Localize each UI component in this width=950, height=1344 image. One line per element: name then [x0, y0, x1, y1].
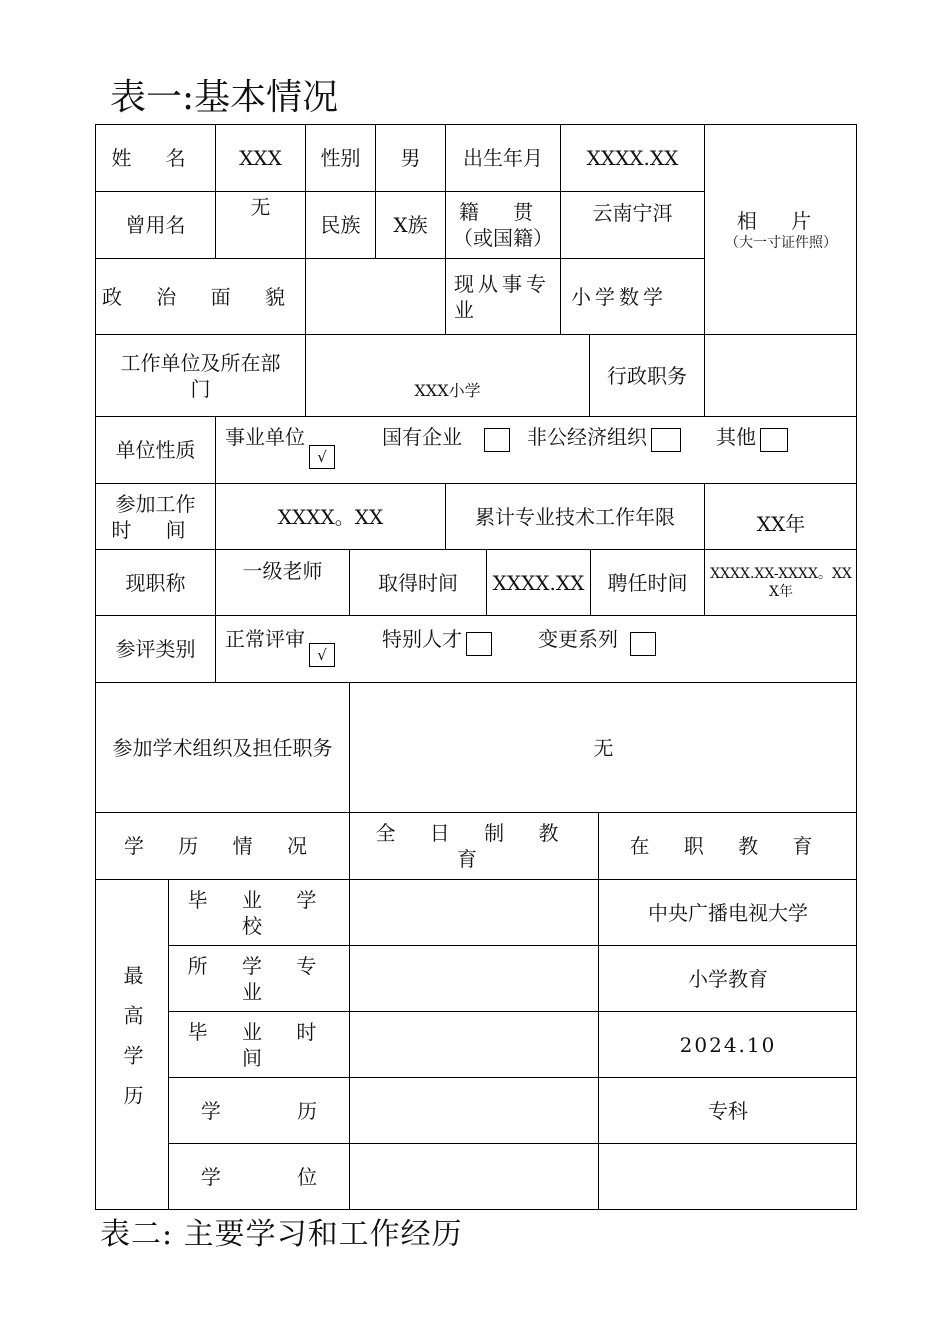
origin-label-1: 籍 贯	[458, 200, 548, 224]
title-value: 一级老师	[215, 549, 349, 615]
edu-row-fulltime	[349, 879, 598, 945]
checkbox[interactable]: √	[309, 643, 335, 667]
birth-label: 出生年月	[445, 124, 560, 191]
join-work-value: XXXX。XX	[215, 483, 445, 549]
obtain-value: XXXX.XX	[486, 549, 590, 615]
eval-option-special[interactable]	[382, 626, 492, 656]
unit-type-label: 单位性质	[95, 416, 215, 483]
table2-title: 表二: 主要学习和工作经历	[100, 1217, 463, 1252]
unit-option-label: 其他	[716, 425, 756, 449]
edu-row-label: 学 历	[168, 1077, 349, 1143]
eval-option-label: 正常评审	[225, 627, 305, 651]
edu-row-fulltime	[349, 1143, 598, 1210]
hire-label: 聘任时间	[590, 549, 704, 615]
checkbox[interactable]	[630, 632, 656, 656]
hire-value-1: XXXX.XX-XXXX。XX	[710, 565, 852, 582]
edu-row-label: 毕 业 时 间	[168, 1011, 349, 1077]
eval-label: 参评类别	[95, 615, 215, 682]
eval-option-normal[interactable]	[225, 626, 335, 667]
birth-value: XXXX.XX	[560, 124, 704, 191]
photo-cell	[704, 124, 857, 334]
ethnic-value: X族	[375, 191, 445, 258]
eval-option-change-series[interactable]	[538, 626, 656, 656]
edu-row-inservice	[598, 1143, 857, 1210]
edu-row-label: 所 学 专 业	[168, 945, 349, 1011]
unit-option-label: 国有企业	[382, 425, 462, 449]
title-label: 现职称	[95, 549, 215, 615]
political-value	[305, 258, 445, 334]
origin-value: 云南宁洱	[560, 191, 704, 258]
unit-option-other[interactable]	[716, 424, 788, 452]
edu-row-inservice: 小学教育	[598, 945, 857, 1011]
years-value: XX年	[704, 483, 857, 549]
former-name-label: 曾用名	[95, 191, 215, 258]
fulltime-header: 全 日 制 教 育	[349, 812, 598, 879]
origin-label-cell	[445, 191, 560, 258]
gender-value: 男	[375, 124, 445, 191]
hire-value-cell	[704, 549, 857, 615]
edu-row-label: 学 位	[168, 1143, 349, 1210]
edu-row-fulltime	[349, 945, 598, 1011]
table1-title: 表一:基本情况	[110, 77, 339, 118]
admin-label: 行政职务	[589, 334, 704, 416]
edu-row-fulltime	[349, 1077, 598, 1143]
join-work-label-1: 参加工作	[115, 491, 196, 516]
unit-option-label: 事业单位	[225, 425, 305, 449]
edu-row-fulltime	[349, 1011, 598, 1077]
edu-row-inservice: 2024.10	[598, 1011, 857, 1077]
unit-option-non-public[interactable]	[527, 424, 681, 452]
checkbox[interactable]	[484, 428, 510, 452]
name-label: 姓 名	[95, 124, 215, 191]
workplace-value: XXX小学	[305, 334, 589, 416]
unit-option-public-institution[interactable]	[225, 424, 335, 469]
origin-label-2: （或国籍）	[453, 226, 553, 250]
eval-option-label: 变更系列	[538, 627, 618, 651]
academic-value: 无	[349, 682, 857, 812]
education-header: 学 历 情 况	[95, 812, 349, 879]
hire-value-2: X年	[769, 583, 793, 600]
major-value: 小学数学	[560, 258, 704, 334]
checkbox[interactable]	[651, 428, 681, 452]
name-value: XXX	[215, 124, 305, 191]
join-work-label-2: 时 间	[111, 517, 200, 542]
ethnic-label: 民族	[305, 191, 375, 258]
unit-option-state-enterprise[interactable]	[382, 424, 510, 452]
photo-label: 相 片	[736, 208, 826, 233]
admin-value	[704, 334, 857, 416]
academic-label: 参加学术组织及担任职务	[95, 682, 349, 812]
major-label: 现从事专业	[445, 258, 560, 334]
highest-degree-label: 最高学历	[95, 879, 168, 1210]
eval-option-label: 特别人才	[382, 627, 462, 651]
gender-label: 性别	[305, 124, 375, 191]
former-name-value: 无	[215, 191, 305, 258]
join-work-label-cell	[95, 483, 215, 549]
checkbox[interactable]	[466, 632, 492, 656]
edu-row-inservice: 中央广播电视大学	[598, 879, 857, 945]
checkbox[interactable]: √	[309, 445, 335, 469]
edu-row-inservice: 专科	[598, 1077, 857, 1143]
years-label: 累计专业技术工作年限	[445, 483, 704, 549]
obtain-label: 取得时间	[349, 549, 486, 615]
checkbox[interactable]	[760, 428, 788, 452]
edu-row-label: 毕 业 学 校	[168, 879, 349, 945]
inservice-header: 在 职 教 育	[598, 812, 857, 879]
unit-option-label: 非公经济组织	[527, 425, 647, 449]
photo-note: （大一寸证件照）	[725, 234, 837, 251]
political-label: 政 治 面 貌	[95, 258, 305, 334]
workplace-label: 工作单位及所在部门	[95, 334, 305, 416]
